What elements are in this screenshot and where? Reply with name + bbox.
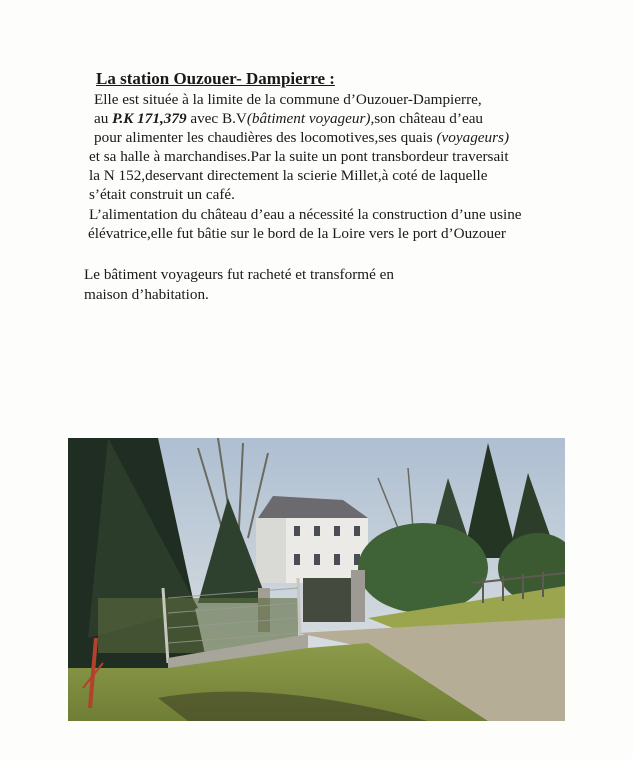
paragraph-line: Elle est située à la limite de la commune d’Ouzouer-Dampierre,: [94, 91, 482, 108]
pk-value: P.K 171,379: [112, 110, 187, 127]
text-fragment: pour alimenter les chaudières des locomotives,ses quais: [94, 129, 437, 146]
paragraph-line: et sa halle à marchandises.Par la suite un pont transbordeur traversait: [89, 148, 509, 165]
text-fragment: au: [94, 110, 113, 127]
paragraph-line: [94, 129, 509, 147]
paragraph-line: élévatrice,elle fut bâtie sur le bord de la Loire vers le port d’Ouzouer: [88, 225, 506, 242]
paragraph-line: [94, 110, 483, 128]
station-photo: [68, 438, 565, 721]
text-fragment: avec B.V: [186, 110, 247, 127]
paragraph-line: s’était construit un café.: [89, 186, 235, 203]
italic-fragment: (voyageurs): [436, 129, 510, 146]
text-fragment: ,son château d’eau: [370, 110, 484, 127]
paragraph-line: L’alimentation du château d’eau a nécessité la construction d’une usine: [89, 206, 522, 223]
paragraph-line: la N 152,deservant directement la scierie Millet,à coté de laquelle: [89, 167, 488, 184]
paragraph-line: maison d’habitation.: [84, 286, 209, 303]
italic-fragment: (bâtiment voyageur): [246, 110, 371, 127]
paragraph-line: Le bâtiment voyageurs fut racheté et transformé en: [84, 266, 394, 283]
page-title: La station Ouzouer- Dampierre :: [96, 69, 335, 88]
